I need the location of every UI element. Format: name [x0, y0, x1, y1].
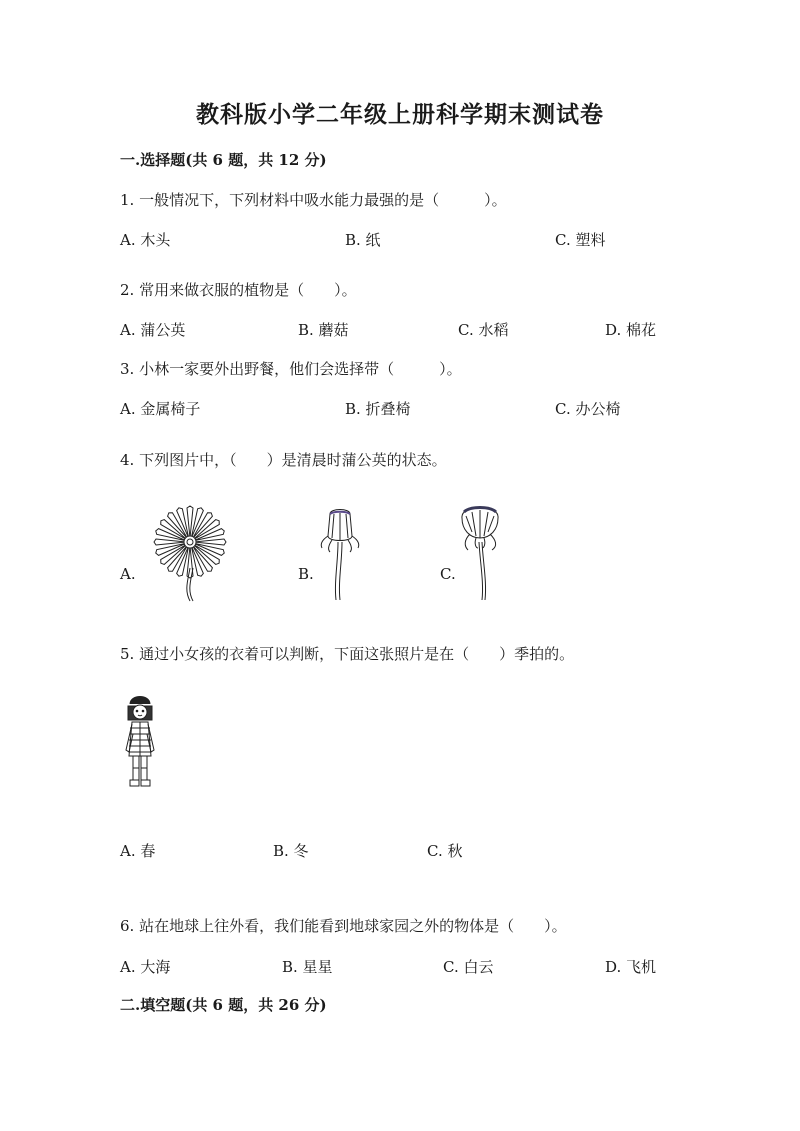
q2-option-d: D. 棉花 [605, 321, 657, 339]
half-open-dandelion-icon [450, 502, 510, 602]
q3-option-b: B. 折叠椅 [345, 400, 411, 418]
q6-option-b: B. 星星 [282, 958, 333, 976]
q2-option-a: A. 蒲公英 [120, 321, 186, 339]
section-choice-heading: 一.选择题(共 6 题，共 12 分) [120, 151, 327, 169]
q6-option-a: A. 大海 [120, 958, 171, 976]
question-4: 4. 下列图片中，（ ）是清晨时蒲公英的状态。 [120, 451, 447, 469]
q6-option-d: D. 飞机 [605, 958, 657, 976]
section-fill-heading: 二.填空题(共 6 题，共 26 分) [120, 996, 327, 1014]
question-3: 3. 小林一家要外出野餐，他们会选择带（ ）。 [120, 360, 462, 378]
q1-option-a: A. 木头 [120, 231, 171, 249]
question-5: 5. 通过小女孩的衣着可以判断，下面这张照片是在（ ）季拍的。 [120, 645, 575, 663]
q1-option-b: B. 纸 [345, 231, 381, 249]
q5-option-b: B. 冬 [273, 842, 309, 860]
q2-option-b: B. 蘑菇 [298, 321, 349, 339]
girl-in-winter-coat-icon [118, 694, 162, 798]
q3-option-a: A. 金属椅子 [120, 400, 201, 418]
q4-option-b: B. [298, 565, 314, 583]
q4-option-c: C. [440, 565, 456, 583]
question-6: 6. 站在地球上往外看，我们能看到地球家园之外的物体是（ ）。 [120, 917, 567, 935]
page-title: 教科版小学二年级上册科学期末测试卷 [196, 101, 604, 128]
q1-option-c: C. 塑料 [555, 231, 606, 249]
question-2: 2. 常用来做衣服的植物是（ ）。 [120, 281, 357, 299]
question-1: 1. 一般情况下，下列材料中吸水能力最强的是（ ）。 [120, 191, 507, 209]
q4-option-a: A. [120, 565, 136, 583]
open-dandelion-flower-icon [140, 502, 240, 602]
closed-dandelion-bud-icon [310, 502, 370, 602]
q5-option-c: C. 秋 [427, 842, 463, 860]
q3-option-c: C. 办公椅 [555, 400, 621, 418]
q6-option-c: C. 白云 [443, 958, 494, 976]
q5-option-a: A. 春 [120, 842, 156, 860]
q2-option-c: C. 水稻 [458, 321, 509, 339]
